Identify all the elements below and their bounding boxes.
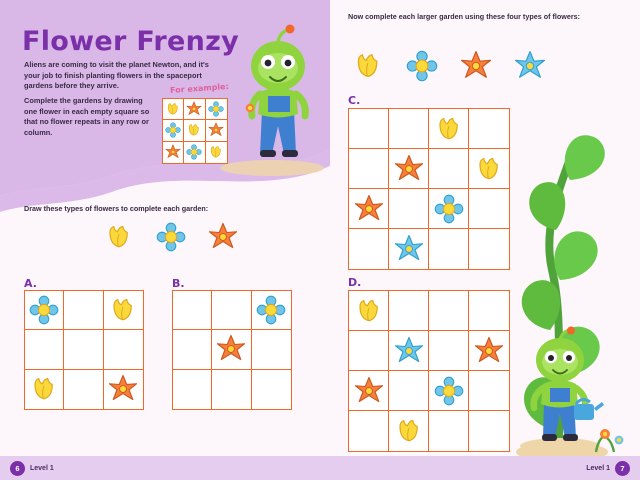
grid-cell[interactable] bbox=[349, 291, 389, 331]
star-icon bbox=[474, 336, 504, 366]
section-letter-b: B. bbox=[172, 277, 185, 290]
grid-cell[interactable] bbox=[389, 291, 429, 331]
grid-cell[interactable] bbox=[184, 99, 205, 120]
palette-flower bbox=[406, 50, 438, 82]
footer-bar bbox=[0, 456, 640, 480]
grid-cell[interactable] bbox=[469, 331, 509, 371]
alien-character-top bbox=[232, 22, 322, 172]
example-label: For example: bbox=[169, 81, 230, 96]
grid-cell[interactable] bbox=[184, 120, 205, 141]
grid-cell[interactable] bbox=[389, 371, 429, 411]
tulip-icon bbox=[108, 295, 138, 325]
palette-flower bbox=[104, 222, 134, 252]
page-title: Flower Frenzy bbox=[22, 26, 239, 57]
bluestar-icon bbox=[394, 234, 424, 264]
palette-flower bbox=[514, 50, 546, 82]
tulip-icon bbox=[474, 154, 504, 184]
grid-cell[interactable] bbox=[349, 411, 389, 451]
grid-cell[interactable] bbox=[429, 411, 469, 451]
bluestar-icon bbox=[514, 50, 546, 82]
grid-cell[interactable] bbox=[212, 330, 251, 369]
grid-cell[interactable] bbox=[163, 120, 184, 141]
daisy-icon bbox=[186, 144, 202, 160]
grid-cell[interactable] bbox=[25, 370, 64, 409]
daisy-icon bbox=[256, 295, 286, 325]
star-icon bbox=[460, 50, 492, 82]
grid-cell[interactable] bbox=[173, 291, 212, 330]
grid-cell[interactable] bbox=[163, 142, 184, 163]
bluestar-icon bbox=[394, 336, 424, 366]
tulip-icon bbox=[352, 50, 384, 82]
grid-cell[interactable] bbox=[429, 331, 469, 371]
grid-cell[interactable] bbox=[349, 331, 389, 371]
grid-cell[interactable] bbox=[206, 99, 227, 120]
grid-cell[interactable] bbox=[469, 411, 509, 451]
grid-cell[interactable] bbox=[469, 149, 509, 189]
level-label-left: Level 1 bbox=[30, 465, 54, 472]
footer-right bbox=[581, 461, 630, 476]
grid-cell[interactable] bbox=[212, 291, 251, 330]
grid-cell[interactable] bbox=[389, 189, 429, 229]
instruction-left: Draw these types of flowers to complete each garden: bbox=[24, 204, 209, 213]
daisy-icon bbox=[29, 295, 59, 325]
star-icon bbox=[165, 144, 181, 160]
grid-cell[interactable] bbox=[252, 291, 291, 330]
ground-flowers bbox=[586, 424, 632, 454]
flower-palette-left bbox=[104, 222, 260, 252]
star-icon bbox=[354, 194, 384, 224]
grid-cell[interactable] bbox=[252, 370, 291, 409]
grid-cell[interactable] bbox=[389, 149, 429, 189]
grid-cell[interactable] bbox=[206, 142, 227, 163]
grid-cell[interactable] bbox=[429, 291, 469, 331]
footer-left bbox=[10, 461, 59, 476]
daisy-icon bbox=[156, 222, 186, 252]
grid-cell[interactable] bbox=[184, 142, 205, 163]
palette-flower bbox=[352, 50, 384, 82]
daisy-icon bbox=[406, 50, 438, 82]
star-icon bbox=[208, 122, 224, 138]
star-icon bbox=[216, 334, 246, 364]
tulip-icon bbox=[104, 222, 134, 252]
grid-cell[interactable] bbox=[163, 99, 184, 120]
star-icon bbox=[186, 101, 202, 117]
grid-cell[interactable] bbox=[64, 291, 103, 330]
star-icon bbox=[394, 154, 424, 184]
daisy-icon bbox=[165, 122, 181, 138]
section-letter-a: A. bbox=[24, 277, 37, 290]
grid-cell[interactable] bbox=[389, 229, 429, 269]
grid-cell[interactable] bbox=[349, 189, 389, 229]
tulip-icon bbox=[29, 374, 59, 404]
flower-palette-right bbox=[352, 50, 568, 82]
grid-cell[interactable] bbox=[104, 291, 143, 330]
palette-flower bbox=[208, 222, 238, 252]
page-number-right: 7 bbox=[615, 461, 630, 476]
example-grid bbox=[162, 98, 228, 164]
garden-grid-a[interactable] bbox=[24, 290, 144, 410]
palette-flower bbox=[156, 222, 186, 252]
grid-cell[interactable] bbox=[429, 109, 469, 149]
star-icon bbox=[354, 376, 384, 406]
grid-cell[interactable] bbox=[429, 149, 469, 189]
daisy-icon bbox=[434, 194, 464, 224]
tulip-icon bbox=[394, 416, 424, 446]
grid-cell[interactable] bbox=[64, 370, 103, 409]
grid-cell[interactable] bbox=[349, 229, 389, 269]
grid-cell[interactable] bbox=[206, 120, 227, 141]
daisy-icon bbox=[208, 101, 224, 117]
tulip-icon bbox=[434, 114, 464, 144]
grid-cell[interactable] bbox=[469, 229, 509, 269]
grid-cell[interactable] bbox=[469, 371, 509, 411]
section-letter-c: C. bbox=[348, 94, 361, 107]
instruction-right: Now complete each larger garden using these four types of flowers: bbox=[348, 12, 581, 21]
grid-cell[interactable] bbox=[389, 109, 429, 149]
grid-cell[interactable] bbox=[252, 330, 291, 369]
daisy-icon bbox=[434, 376, 464, 406]
grid-cell[interactable] bbox=[429, 229, 469, 269]
star-icon bbox=[108, 374, 138, 404]
palette-flower bbox=[460, 50, 492, 82]
grid-cell[interactable] bbox=[469, 109, 509, 149]
intro-paragraph-2: Complete the gardens by drawing one flower in each empty square so that no flower repeats in any row or column. bbox=[24, 96, 150, 138]
grid-cell[interactable] bbox=[389, 411, 429, 451]
tulip-icon bbox=[208, 144, 224, 160]
grid-cell[interactable] bbox=[104, 330, 143, 369]
page-number-left: 6 bbox=[10, 461, 25, 476]
grid-cell[interactable] bbox=[104, 370, 143, 409]
grid-cell[interactable] bbox=[25, 291, 64, 330]
grid-cell[interactable] bbox=[25, 330, 64, 369]
garden-grid-b[interactable] bbox=[172, 290, 292, 410]
grid-cell[interactable] bbox=[389, 331, 429, 371]
star-icon bbox=[208, 222, 238, 252]
grid-cell[interactable] bbox=[173, 330, 212, 369]
grid-cell[interactable] bbox=[349, 371, 389, 411]
grid-cell[interactable] bbox=[429, 371, 469, 411]
grid-cell[interactable] bbox=[469, 291, 509, 331]
level-label-right: Level 1 bbox=[586, 465, 610, 472]
tulip-icon bbox=[354, 296, 384, 326]
grid-cell[interactable] bbox=[212, 370, 251, 409]
section-letter-d: D. bbox=[348, 276, 362, 289]
grid-cell[interactable] bbox=[349, 109, 389, 149]
intro-paragraph-1: Aliens are coming to visit the planet Newton, and it's your job to finish planting flowers in the spaceport gardens before they arrive. bbox=[24, 60, 209, 91]
garden-grid-d[interactable] bbox=[348, 290, 510, 452]
grid-cell[interactable] bbox=[429, 189, 469, 229]
tulip-icon bbox=[165, 101, 181, 117]
grid-cell[interactable] bbox=[349, 149, 389, 189]
grid-cell[interactable] bbox=[64, 330, 103, 369]
grid-cell[interactable] bbox=[469, 189, 509, 229]
garden-grid-c[interactable] bbox=[348, 108, 510, 270]
grid-cell[interactable] bbox=[173, 370, 212, 409]
tulip-icon bbox=[186, 122, 202, 138]
